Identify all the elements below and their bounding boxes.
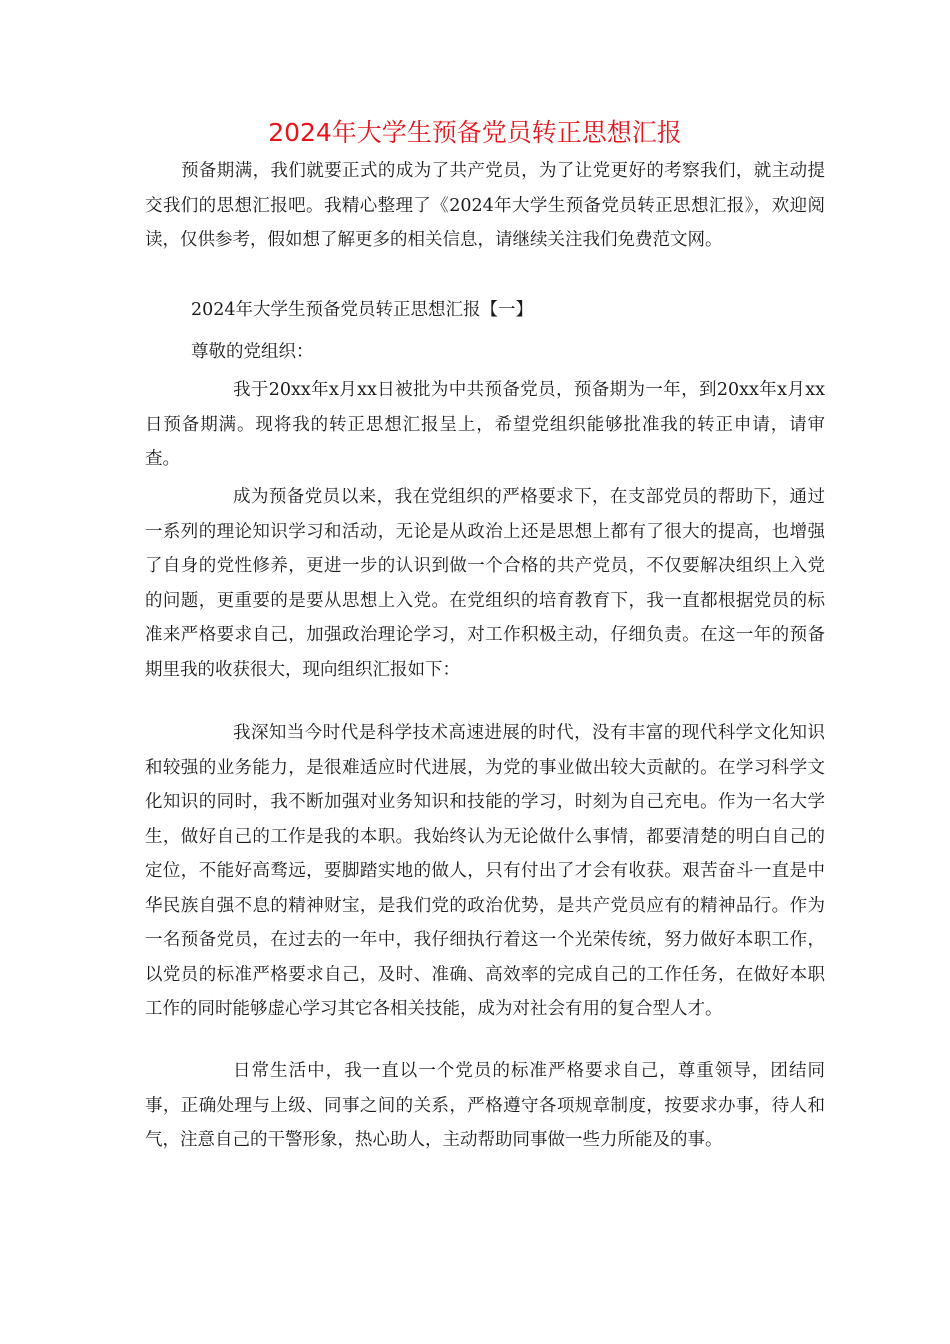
document-title: 2024年大学生预备党员转正思想汇报 [268,118,682,147]
body-paragraph-1: 我于20xx年x月xx日被批为中共预备党员，预备期为一年，到20xx年x月xx日预备期满。现将我的转正思想汇报呈上，希望党组织能够批准我的转正申请，请审查。 [145,380,825,469]
body-paragraph-3: 我深知当今时代是科学技术高速进展的时代，没有丰富的现代科学文化知识和较强的业务能力，是很难适应时代进展，为党的事业做出较大贡献的。在学习科学文化知识的同时，我不断加强对业务知识和技能的学习，时刻为自己充电。作为一名大学生，做好自己的工作是我的本职。我始终认为无论做什么事情，都要清楚的明白自己的定位，不能好高骛远，要脚踏实地的做人，只有付出了才会有收获。艰苦奋斗一直是中华民族自强不息的精神财宝，是我们党的政治优势，是共产党员应有的精神品行。作为一名预备党员，在过去的一年中，我仔细执行着这一个光荣传统，努力做好本职工作，以党员的标准严格要求自己，及时、准确、高效率的完成自己的工作任务，在做好本职工作的同时能够虚心学习其它各相关技能，成为对社会有用的复合型人才。 [145,723,825,1019]
body-paragraph-4: 日常生活中，我一直以一个党员的标准严格要求自己，尊重领导，团结同事，正确处理与上级、同事之间的关系，严格遵守各项规章制度，按要求办事，待人和气，注意自己的干警形象，热心助人，主动帮助同事做一些力所能及的事。 [145,1061,825,1150]
intro-paragraph: 预备期满，我们就要正式的成为了共产党员，为了让党更好的考察我们，就主动提交我们的思想汇报吧。我精心整理了《2024年大学生预备党员转正思想汇报》，欢迎阅读，仅供参考，假如想了解更多的相关信息，请继续关注我们免费范文网。 [145,161,825,250]
section-subtitle: 2024年大学生预备党员转正思想汇报【一】 [191,300,534,320]
body-paragraph-2: 成为预备党员以来，我在党组织的严格要求下，在支部党员的帮助下，通过一系列的理论知识学习和活动，无论是从政治上还是思想上都有了很大的提高，也增强了自身的党性修养，更进一步的认识到做一个合格的共产党员，不仅要解决组织上入党的问题，更重要的是要从思想上入党。在党组织的培育教育下，我一直都根据党员的标准来严格要求自己，加强政治理论学习，对工作积极主动，仔细负责。在这一年的预备期里我的收获很大，现向组织汇报如下： [145,487,825,680]
salutation: 尊敬的党组织： [191,342,314,362]
